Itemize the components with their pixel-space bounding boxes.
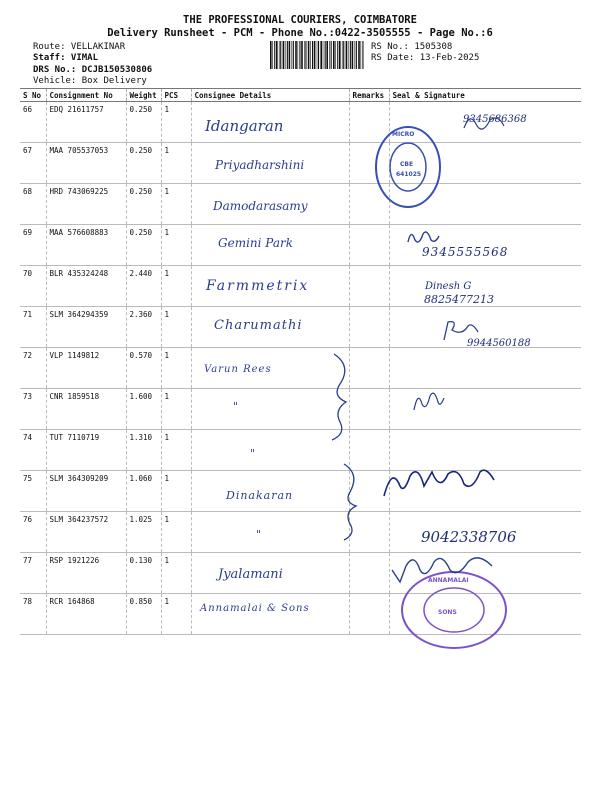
cell-consignment: BLR 435324248 bbox=[46, 266, 126, 307]
sig-phone-71: 9944560188 bbox=[467, 338, 531, 349]
cell-consignment: RSP 1921226 bbox=[46, 553, 126, 594]
signature-scribble-71 bbox=[440, 318, 482, 344]
col-header-signature: Seal & Signature bbox=[389, 89, 581, 102]
cell-sno: 72 bbox=[20, 348, 46, 389]
cell-consignee bbox=[191, 512, 349, 553]
svg-text:ANNAMALAI: ANNAMALAI bbox=[428, 577, 469, 584]
staff: Staff: VIMAL bbox=[33, 53, 99, 63]
hw-consignee-78: Annamalai & Sons bbox=[200, 603, 310, 614]
barcode bbox=[270, 41, 365, 69]
cell-remarks bbox=[349, 307, 389, 348]
table-header-row bbox=[20, 89, 581, 102]
cell-weight: 1.310 bbox=[126, 430, 161, 471]
cell-remarks bbox=[349, 266, 389, 307]
cell-consignment: HRD 743069225 bbox=[46, 184, 126, 225]
cell-remarks bbox=[349, 225, 389, 266]
cell-weight: 0.130 bbox=[126, 553, 161, 594]
table-row bbox=[20, 348, 581, 389]
hw-brace-mark-2 bbox=[338, 462, 364, 542]
signature-scribble-75 bbox=[378, 462, 500, 502]
signature-scribble-66 bbox=[460, 110, 520, 134]
runsheet-subtitle: Delivery Runsheet - PCM - Phone No.:0422-3505555 - Page No.:6 bbox=[107, 27, 493, 39]
cell-pcs: 1 bbox=[161, 184, 191, 225]
cell-pcs: 1 bbox=[161, 594, 191, 635]
hw-brace-mark-1 bbox=[326, 352, 356, 442]
drs-number: DRS No.: DCJB150530806 bbox=[33, 65, 153, 75]
svg-text:SONS: SONS bbox=[438, 609, 457, 616]
hw-consignee-77: Jyalamani bbox=[218, 567, 283, 582]
cell-weight: 2.440 bbox=[126, 266, 161, 307]
cell-weight: 0.250 bbox=[126, 143, 161, 184]
cell-pcs: 1 bbox=[161, 348, 191, 389]
cell-consignment: TUT 7110719 bbox=[46, 430, 126, 471]
hw-consignee-74: " bbox=[250, 447, 256, 460]
cell-sno: 68 bbox=[20, 184, 46, 225]
col-header-consignment: Consignment No bbox=[46, 89, 126, 102]
table-row bbox=[20, 389, 581, 430]
cell-sno: 71 bbox=[20, 307, 46, 348]
cell-remarks bbox=[349, 553, 389, 594]
cell-weight: 0.250 bbox=[126, 225, 161, 266]
sig-phone-69: 9345555568 bbox=[422, 245, 509, 259]
cell-weight: 0.250 bbox=[126, 184, 161, 225]
cell-consignment: RCR 164868 bbox=[46, 594, 126, 635]
hw-consignee-67: Priyadharshini bbox=[215, 158, 305, 172]
cell-weight: 1.060 bbox=[126, 471, 161, 512]
signature-scribble-69 bbox=[405, 226, 441, 248]
cell-consignment: EDQ 21611757 bbox=[46, 102, 126, 143]
cell-sno: 75 bbox=[20, 471, 46, 512]
cell-consignment: VLP 1149812 bbox=[46, 348, 126, 389]
svg-text:641025: 641025 bbox=[396, 171, 422, 178]
cell-sno: 66 bbox=[20, 102, 46, 143]
cell-consignment: CNR 1859518 bbox=[46, 389, 126, 430]
cell-weight: 1.025 bbox=[126, 512, 161, 553]
cell-weight: 2.360 bbox=[126, 307, 161, 348]
cell-pcs: 1 bbox=[161, 143, 191, 184]
cell-pcs: 1 bbox=[161, 512, 191, 553]
courier-stamp-blue bbox=[372, 122, 444, 212]
cell-consignment: MAA 705537053 bbox=[46, 143, 126, 184]
rs-number: RS No.: 1505308 bbox=[371, 42, 453, 52]
vehicle: Vehicle: Box Delivery bbox=[33, 76, 147, 86]
col-header-sno: S No bbox=[20, 89, 46, 102]
cell-pcs: 1 bbox=[161, 102, 191, 143]
cell-signature bbox=[389, 348, 581, 389]
sig-phone-76: 9042338706 bbox=[421, 528, 517, 546]
sig-phone-70: 8825477213 bbox=[424, 293, 494, 306]
svg-text:MICRO: MICRO bbox=[392, 131, 415, 138]
cell-remarks bbox=[349, 594, 389, 635]
rs-date: RS Date: 13-Feb-2025 bbox=[371, 53, 480, 63]
cell-weight: 0.570 bbox=[126, 348, 161, 389]
sig-name-70: Dinesh G bbox=[425, 281, 472, 292]
hw-consignee-66: Idangaran bbox=[205, 117, 284, 135]
cell-sno: 77 bbox=[20, 553, 46, 594]
col-header-weight: Weight bbox=[126, 89, 161, 102]
sig-phone-66: 9345686368 bbox=[463, 114, 527, 125]
cell-pcs: 1 bbox=[161, 553, 191, 594]
hw-consignee-69: Gemini Park bbox=[218, 236, 293, 250]
cell-weight: 0.250 bbox=[126, 102, 161, 143]
cell-sno: 76 bbox=[20, 512, 46, 553]
col-header-pcs: PCS bbox=[161, 89, 191, 102]
cell-sno: 69 bbox=[20, 225, 46, 266]
cell-weight: 0.850 bbox=[126, 594, 161, 635]
cell-pcs: 1 bbox=[161, 389, 191, 430]
hw-consignee-71: Charumathi bbox=[214, 318, 303, 333]
company-name: THE PROFESSIONAL COURIERS, COIMBATORE bbox=[183, 14, 417, 26]
svg-text:CBE: CBE bbox=[400, 161, 414, 168]
col-header-remarks: Remarks bbox=[349, 89, 389, 102]
cell-pcs: 1 bbox=[161, 266, 191, 307]
cell-sno: 70 bbox=[20, 266, 46, 307]
signature-scribble-77 bbox=[388, 548, 508, 586]
hw-consignee-73: " bbox=[233, 400, 239, 413]
cell-consignment: SLM 364294359 bbox=[46, 307, 126, 348]
cell-sno: 74 bbox=[20, 430, 46, 471]
cell-weight: 1.600 bbox=[126, 389, 161, 430]
cell-pcs: 1 bbox=[161, 430, 191, 471]
cell-pcs: 1 bbox=[161, 307, 191, 348]
col-header-consignee: Consignee Details bbox=[191, 89, 349, 102]
route: Route: VELLAKINAR bbox=[33, 42, 126, 52]
cell-sno: 73 bbox=[20, 389, 46, 430]
cell-pcs: 1 bbox=[161, 471, 191, 512]
cell-consignment: SLM 364309209 bbox=[46, 471, 126, 512]
cell-consignment: MAA 576608883 bbox=[46, 225, 126, 266]
hw-consignee-68: Damodarasamy bbox=[213, 199, 308, 213]
hw-consignee-75: Dinakaran bbox=[226, 489, 294, 502]
cell-sno: 67 bbox=[20, 143, 46, 184]
cell-pcs: 1 bbox=[161, 225, 191, 266]
cell-sno: 78 bbox=[20, 594, 46, 635]
hw-consignee-76: " bbox=[256, 528, 262, 541]
hw-consignee-72: Varun Rees bbox=[204, 364, 272, 375]
cell-consignment: SLM 364237572 bbox=[46, 512, 126, 553]
signature-scribble-73 bbox=[408, 386, 448, 414]
cell-consignee bbox=[191, 594, 349, 635]
hw-consignee-70: Farmmetrix bbox=[206, 278, 310, 294]
